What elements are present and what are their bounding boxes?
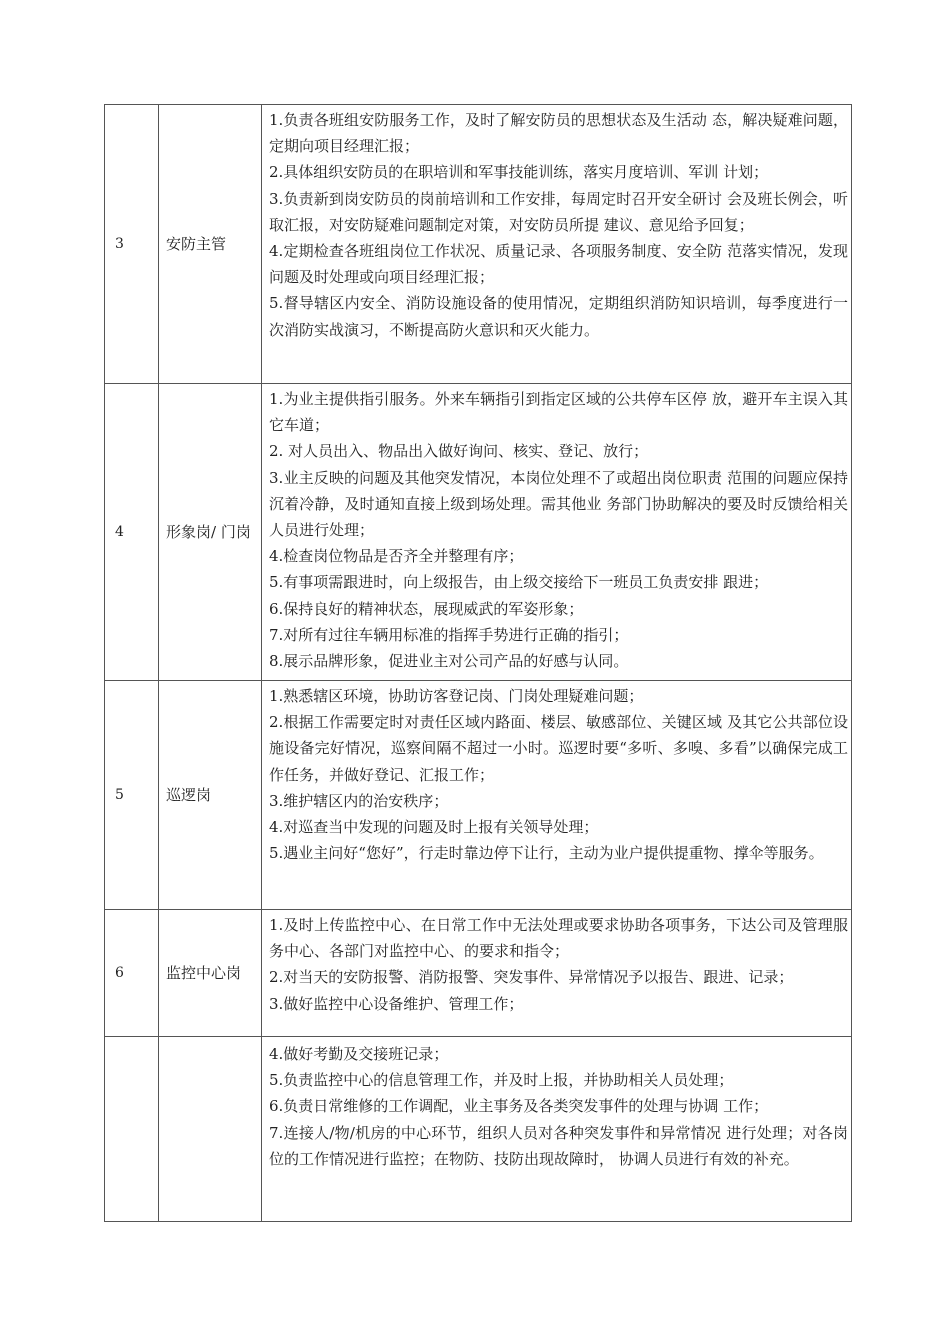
duty-item: 5.负责监控中心的信息管理工作，并及时上报，并协助相关人员处理； xyxy=(269,1071,734,1090)
duty-item: 8.展示品牌形象，促进业主对公司产品的好感与认同。 xyxy=(269,652,629,671)
position-name: 形象岗/ 门岗 xyxy=(166,523,251,541)
duty-item: 7.对所有过往车辆用标准的指挥手势进行正确的指引； xyxy=(269,625,629,644)
position-cell xyxy=(159,384,262,681)
row-number: 6 xyxy=(115,965,124,981)
duty-item: 2.对当天的安防报警、消防报警、突发事件、异常情况予以报告、跟进、记录； xyxy=(269,968,794,987)
duty-item: 2.根据工作需要定时对责任区域内路面、楼层、敏感部位、关键区域 及其它公共部位设施设备完好情况，巡察间隔不超过一小时。巡逻时要“多听、多嗅、多看”以确保完成工作任务，并做好登记、汇报工作； xyxy=(269,713,848,784)
duty-item: 1.熟悉辖区环境，协助访客登记岗、门岗处理疑难问题； xyxy=(269,687,644,705)
row-number: 4 xyxy=(115,524,124,540)
position-cell xyxy=(159,910,262,1037)
duty-item: 3.做好监控中心设备维护、管理工作； xyxy=(269,994,524,1013)
duty-item: 3.维护辖区内的治安秩序； xyxy=(269,791,449,810)
duties-cell xyxy=(262,105,852,384)
duty-item: 5.督导辖区内安全、消防设施设备的使用情况，定期组织消防知识培训，每季度进行一次消防实战演习，不断提高防火意识和灭火能力。 xyxy=(269,294,848,339)
duties-list xyxy=(262,105,851,383)
duty-item: 1.负责各班组安防服务工作，及时了解安防员的思想状态及生活动 态，解决疑难问题，定期向项目经理汇报； xyxy=(269,111,848,156)
duty-table-body xyxy=(105,105,852,1222)
duty-item: 1.及时上传监控中心、在日常工作中无法处理或要求协助各项事务，下达公司及管理服务中心、各部门对监控中心、的要求和指令； xyxy=(269,916,848,961)
duties-cell xyxy=(262,910,852,1037)
duty-item: 6.负责日常维修的工作调配，业主事务及各类突发事件的处理与协调 工作； xyxy=(269,1097,769,1116)
table-row xyxy=(105,105,852,384)
position-name: 安防主管 xyxy=(166,235,227,253)
duty-item: 5.有事项需跟进时，向上级报告，由上级交接给下一班员工负责安排 跟进； xyxy=(269,573,769,592)
duties-cell xyxy=(262,384,852,681)
position-cell xyxy=(159,1037,262,1222)
position-cell xyxy=(159,681,262,910)
position-name: 巡逻岗 xyxy=(166,786,212,804)
position-name: 监控中心岗 xyxy=(166,964,242,982)
row-number: 5 xyxy=(115,787,124,803)
table-row xyxy=(105,681,852,910)
row-number-cell xyxy=(105,681,159,910)
duty-item: 6.保持良好的精神状态，展现威武的军姿形象； xyxy=(269,599,584,618)
duties-list xyxy=(262,1037,851,1221)
table-row xyxy=(105,1037,852,1222)
duty-item: 4.检查岗位物品是否齐全并整理有序； xyxy=(269,547,524,566)
duty-item: 7.连接人/物/机房的中心环节，组织人员对各种突发事件和异常情况 进行处理；对各岗位的工作情况进行监控；在物防、技防出现故障时， 协调人员进行有效的补充。 xyxy=(269,1123,848,1168)
position-cell xyxy=(159,105,262,384)
duties-list xyxy=(262,681,851,909)
duty-item: 3.业主反映的问题及其他突发情况，本岗位处理不了或超出岗位职责 范围的问题应保持沉着冷静，及时通知直接上级到场处理。需其他业 务部门协助解决的要及时反馈给相关人员进行处理； xyxy=(269,468,848,540)
duty-item: 3.负责新到岗安防员的岗前培训和工作安排，每周定时召开安全研讨 会及班长例会，听取汇报，对安防疑难问题制定对策，对安防员所提 建议、意见给予回复； xyxy=(269,189,848,234)
table-row xyxy=(105,910,852,1037)
row-number-cell xyxy=(105,910,159,1037)
duty-item: 4.定期检查各班组岗位工作状况、质量记录、各项服务制度、安全防 范落实情况，发现问题及时处理或向项目经理汇报； xyxy=(269,242,848,287)
duty-item: 4.做好考勤及交接班记录； xyxy=(269,1045,449,1063)
duties-list xyxy=(262,910,851,1036)
row-number: 3 xyxy=(115,236,124,252)
duties-cell xyxy=(262,681,852,910)
duty-table xyxy=(104,104,852,1222)
duty-item: 4.对巡查当中发现的问题及时上报有关领导处理； xyxy=(269,818,599,837)
duty-item: 2.具体组织安防员的在职培训和军事技能训练，落实月度培训、军训 计划； xyxy=(269,163,769,182)
row-number-cell xyxy=(105,105,159,384)
duties-list xyxy=(262,384,851,680)
duties-cell xyxy=(262,1037,852,1222)
row-number-cell xyxy=(105,384,159,681)
row-number-cell xyxy=(105,1037,159,1222)
duty-item: 2. 对人员出入、物品出入做好询问、核实、登记、放行； xyxy=(269,442,649,461)
duty-item: 1.为业主提供指引服务。外来车辆指引到指定区域的公共停车区停 放，避开车主误入其它车道； xyxy=(269,390,848,435)
duty-item: 5.遇业主问好“您好”，行走时靠边停下让行，主动为业户提供提重物、撑伞等服务。 xyxy=(269,844,824,863)
table-row xyxy=(105,384,852,681)
